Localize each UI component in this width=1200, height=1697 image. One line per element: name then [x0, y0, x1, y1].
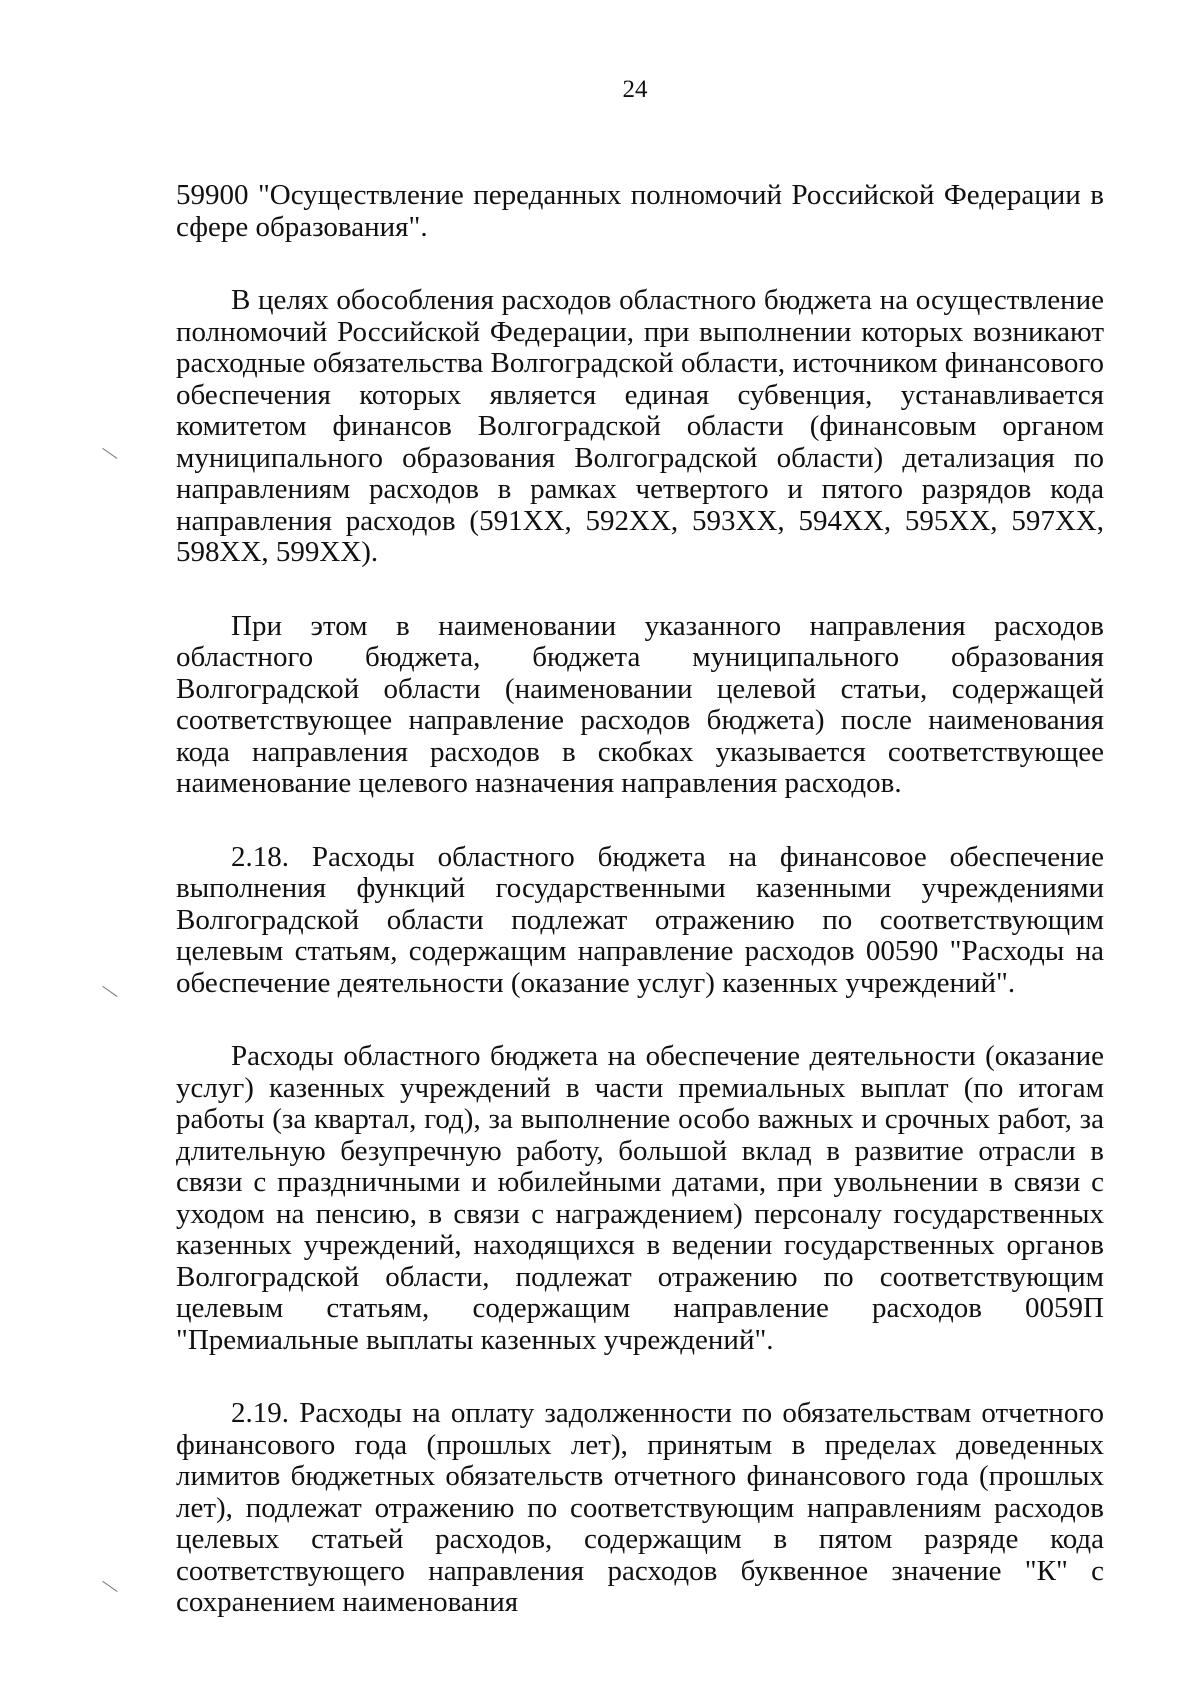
paragraph-2: В целях обособления расходов областного бюджета на осуществление полномочий Российской Федерации, при выполнении которых возникают расходные обязательства Волгоградской области, источником финансового обеспечения которых является единая субвенция, устанавливается комитетом финансов Волгоградской области (финансовым органом муниципального образования Волгоградской области) детализация по направлениям расходов в рамках четвертого и пятого разрядов кода направления расходов (591XX, 592XX, 593XX, 594XX, 595XX, 597XX, 598XX, 599XX). [176, 284, 1104, 568]
paragraph-6: 2.19. Расходы на оплату задолженности по обязательствам отчетного финансового года (прошлых лет), принятым в пределах доведенных лимитов бюджетных обязательств отчетного финансового года (прошлых лет), подлежат отражению по соответствующим направлениям расходов целевых статьей расходов, содержащим в пятом разряде кода соответствующего направления расходов буквенное значение "К" с сохранением наименования [176, 1397, 1104, 1618]
paragraph-3: При этом в наименовании указанного направления расходов областного бюджета, бюджета муниципального образования Волгоградской области (наименовании целевой статьи, содержащей соответствующее направление расходов бюджета) после наименования кода направления расходов в скобках указывается соответствующее наименование целевого назначения направления расходов. [176, 609, 1104, 799]
scan-mark [96, 448, 117, 467]
paragraph-1: 59900 "Осуществление переданных полномочий Российской Федерации в сфере образования". [176, 179, 1104, 243]
page-number: 24 [622, 76, 648, 103]
scan-mark [96, 986, 117, 1005]
paragraph-4: 2.18. Расходы областного бюджета на финансовое обеспечение выполнения функций государственными казенными учреждениями Волгоградской области подлежат отражению по соответствующим целевым статьям, содержащим направление расходов 00590 "Расходы на обеспечение деятельности (оказание услуг) казенных учреждений". [176, 840, 1104, 999]
paragraph-5: Расходы областного бюджета на обеспечение деятельности (оказание услуг) казенных учреждений в части премиальных выплат (по итогам работы (за квартал, год), за выполнение особо важных и срочных работ, за длительную безупречную работу, большой вклад в развитие отрасли в связи с праздничными и юбилейными датами, при увольнении в связи с уходом на пенсию, в связи с награждением) персоналу государственных казенных учреждений, находящихся в ведении государственных органов Волгоградской области, подлежат отражению по соответствующим целевым статьям, содержащим направление расходов 0059П "Премиальные выплаты казенных учреждений". [176, 1040, 1104, 1356]
document-body [176, 180, 1104, 1619]
scan-mark [96, 1581, 117, 1600]
